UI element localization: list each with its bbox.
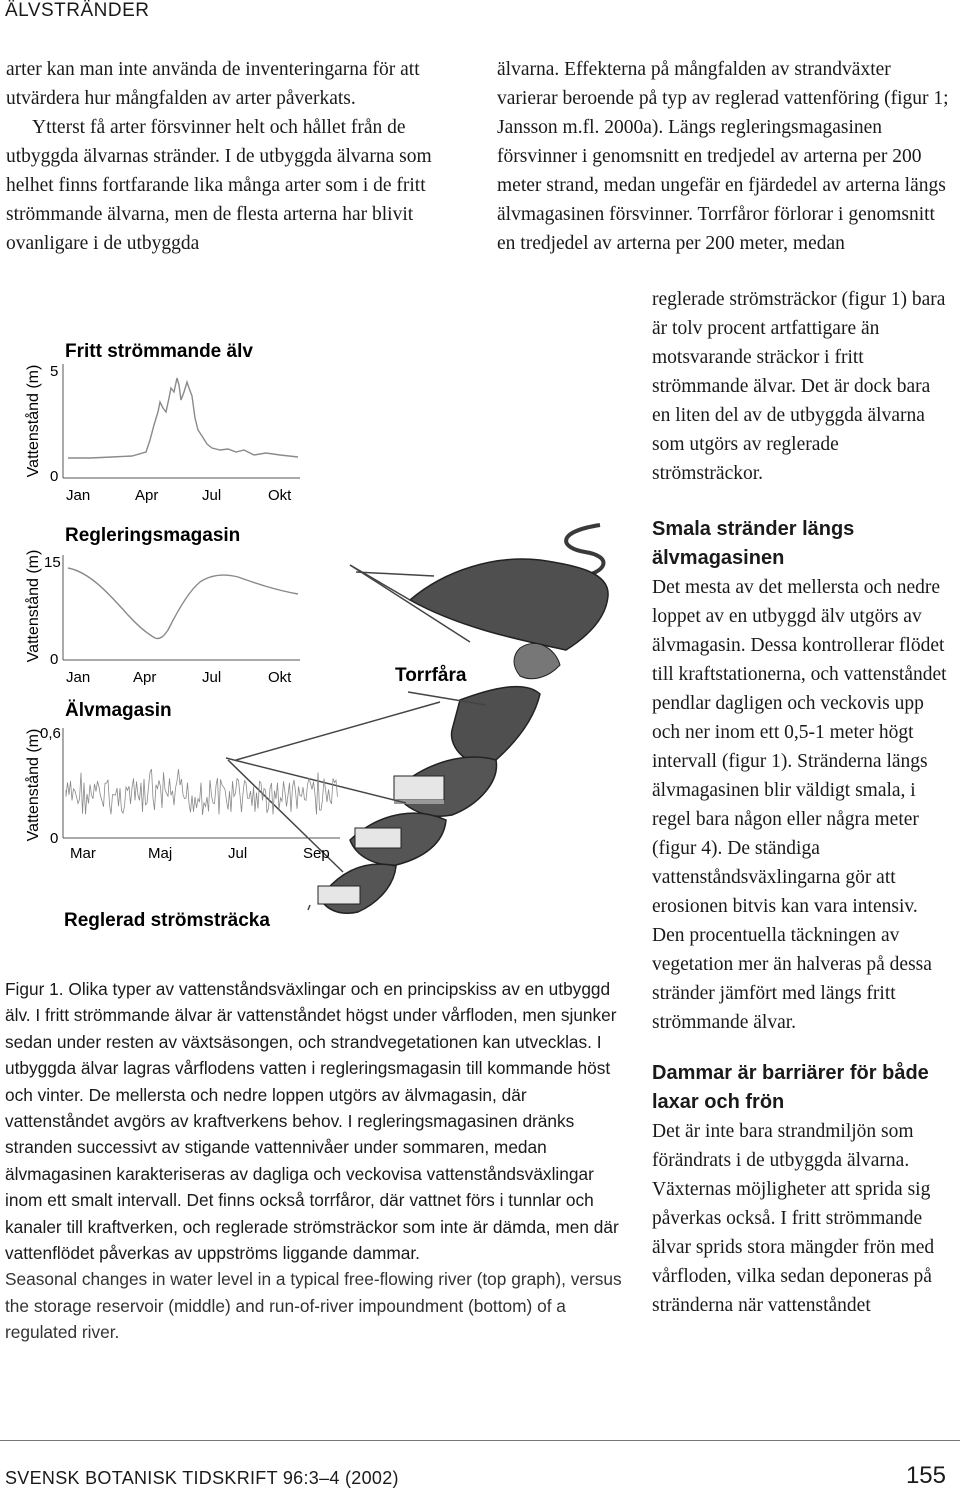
x-tick-label: Okt [268, 669, 292, 686]
y-axis-label: Vattenstånd (m) [25, 364, 42, 478]
right-column-text-lower [652, 515, 952, 1320]
running-header: ÄLVSTRÄNDER [5, 0, 150, 21]
y-tick-label: 0 [50, 830, 59, 847]
chart-regleringsmagasin [24, 525, 300, 686]
left-column-text [6, 55, 461, 258]
x-tick-label: Jan [66, 487, 91, 504]
label-reglerad-stromstracka: Reglerad strömsträcka [64, 910, 270, 931]
chart-fritt-strommande [24, 341, 300, 504]
right-column-text-top [497, 55, 952, 258]
y-tick-label: 15 [44, 554, 61, 571]
x-tick-label: Jul [228, 845, 248, 862]
section-heading: Dammar är barriärer för både laxar och frön [652, 1062, 929, 1113]
footer-divider [0, 1440, 960, 1441]
x-tick-label: Okt [268, 487, 292, 504]
page-number: 155 [905, 1462, 946, 1489]
paragraph: reglerade strömsträckor (figur 1) bara är tolv procent artfattigare än motsvarande sträckor i fritt strömmande älvar. Det är dock bara en liten del av de utbyggda älvarna som utgörs av reglerade strömsträckor. [652, 289, 946, 484]
y-tick-label: 0 [50, 651, 59, 668]
y-axis-label: Vattenstånd (m) [25, 549, 42, 663]
y-tick-label: 0,6 [40, 725, 61, 742]
paragraph: älvarna. Effekterna på mångfalden av strandväxter varierar beroende på typ av reglerad vattenföring (figur 1; Jansson m.fl. 2000a). Längs regleringsmagasinen försvinner i genomsnitt en tredjedel av arterna per 200 meter strand, medan ungefär en fjärdedel av arterna längs älvmagasinen försvinner. Torrfåror förlorar i genomsnitt en tredjedel av arterna per 200 meter, medan [497, 59, 949, 254]
x-tick-label: Apr [135, 487, 159, 504]
journal-citation: SVENSK BOTANISK TIDSKRIFT 96:3–4 (2002) [5, 1468, 399, 1488]
caption-english: Seasonal changes in water level in a typical free-flowing river (top graph), versus the storage reservoir (middle) and run-of-river impoundment (bottom) of a regulated river. [5, 1269, 622, 1343]
x-tick-label: Jan [66, 669, 91, 686]
label-torrfara: Torrfåra [395, 665, 467, 686]
x-tick-label: Mar [70, 845, 96, 862]
right-column-text-wrap [652, 285, 952, 488]
chart-title: Regleringsmagasin [65, 525, 241, 546]
figure-1 [0, 325, 640, 965]
section-heading: Smala stränder längs älvmagasinen [652, 518, 855, 569]
paragraph: Ytterst få arter försvinner helt och hållet från de utbyggda älvarnas stränder. I de utbyggda älvarna som helhet finns fortfarande lika många arter som i de fritt strömmande älvarna, men de flesta arterna har blivit ovanligare i de utbyggda [6, 117, 432, 254]
paragraph: Det är inte bara strandmiljön som förändrats i de utbyggda älvarna. Växternas möjligheter att sprida sig påverkas också. I fritt strömmande älvar sprids stora mängder frön med vårfloden, vilka sedan deponeras på stränderna när vattenståndet [652, 1121, 935, 1316]
paragraph: arter kan man inte använda de inventeringarna för att utvärdera hur mångfalden av arter påverkats. [6, 59, 420, 109]
chart-title: Älvmagasin [65, 700, 172, 721]
y-axis-label: Vattenstånd (m) [25, 728, 42, 842]
y-tick-label: 0 [50, 468, 59, 485]
y-tick-label: 5 [50, 363, 59, 380]
figure-caption [5, 976, 630, 1346]
x-tick-label: Sep [303, 845, 330, 862]
data-series-line [68, 568, 298, 639]
caption-swedish: Figur 1. Olika typer av vattenståndsväxlingar och en principskiss av en utbyggd älv. I fritt strömmande älvar är vattenståndet högst under vårfloden, men sjunker sedan under resten av växtsäsongen, och strandvegetationen kan utvecklas. I utbyggda älvar lagras vårflodens vatten i regleringsmagasin till kommande höst och vinter. De mellersta och nedre loppen utgörs av älvmagasin, där vattenståndet avgörs av kraftverkens behov. I regleringsmagasinen dränks stranden successivt av stigande vattennivåer under sommaren, medan älvmagasinen karakteriseras av dagliga och veckovisa vattenståndsväxlingar inom ett smalt intervall. Det finns också torrfåror, där vattnet förs i tunnlar och kanaler till kraftverken, och reglerade strömsträckor som inte är dämda, men där vattenflödet påverkas av uppströms liggande dammar. [5, 979, 619, 1264]
x-tick-label: Apr [133, 669, 157, 686]
paragraph: Det mesta av det mellersta och nedre loppet av en utbyggd älv utgörs av älvmagasin. Dessa kontrollerar flödet till kraftstationerna, och vattenståndet pendlar dagligen och veckovis upp och ner inom ett 0,5-1 meter högt intervall (figur 1). Stränderna längs älvmagasinen blir väldigt smala, i regel bara någon eller några meter (figur 4). De ständiga vattenståndsväxlingarna gör att erosionen bitvis kan vara intensiv. Den procentuella täckningen av vegetation mer än halveras på dessa stränder jämfört med längs fritt strömmande älvar. [652, 577, 947, 1033]
schematic-river [226, 525, 608, 913]
chart-alvmagasin [24, 700, 340, 862]
x-tick-label: Maj [148, 845, 173, 862]
x-tick-label: Jul [202, 487, 222, 504]
chart-title: Fritt strömmande älv [65, 341, 253, 362]
x-tick-label: Jul [202, 669, 222, 686]
data-series-line [68, 378, 298, 458]
